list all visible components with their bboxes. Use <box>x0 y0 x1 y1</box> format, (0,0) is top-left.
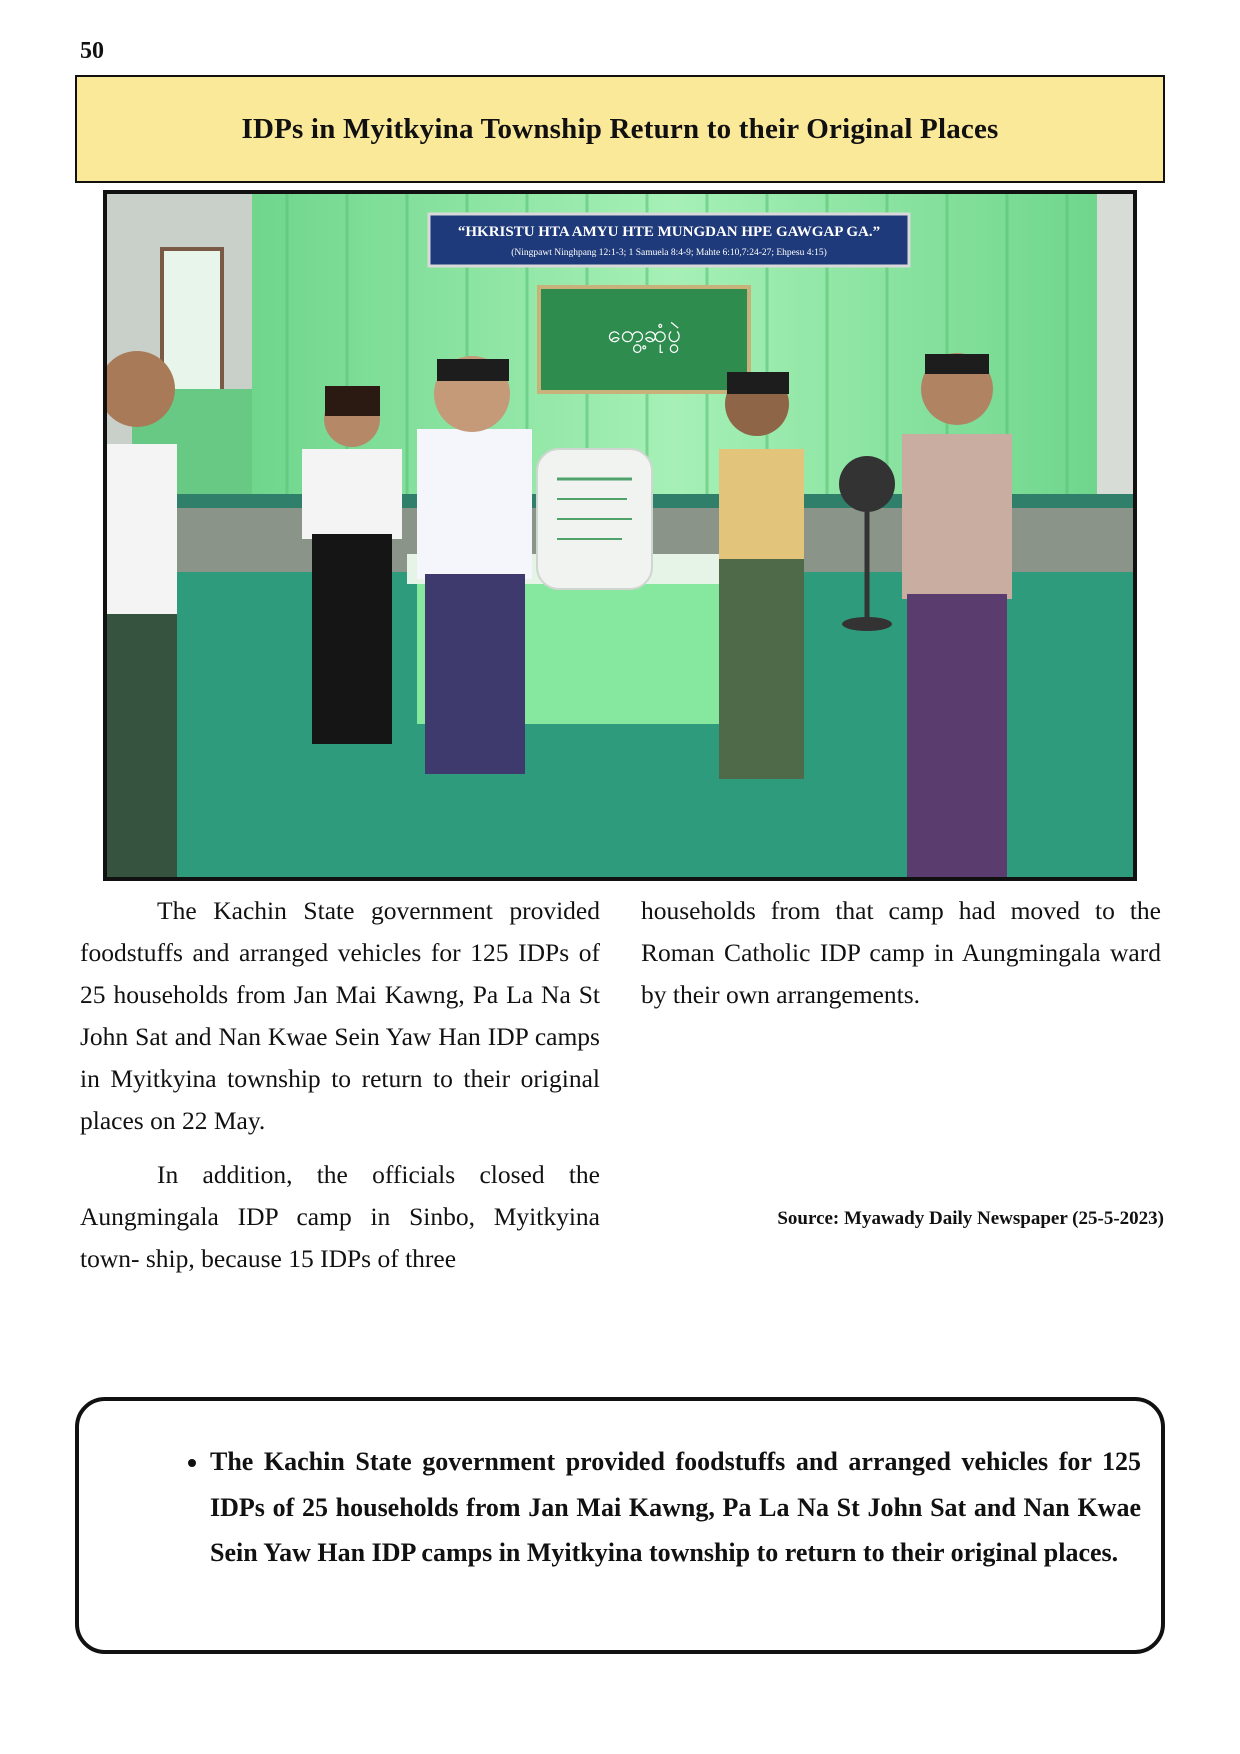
summary-box <box>75 1397 1165 1654</box>
page-title: IDPs in Myitkyina Township Return to their Original Places <box>241 112 999 145</box>
title-box <box>75 75 1165 183</box>
banner <box>429 214 909 266</box>
rice-bag <box>537 449 652 589</box>
event-photo <box>103 190 1137 881</box>
summary-bullet: • The Kachin State government provided foodstuffs and arranged vehicles for 125 IDPs of 25 households from Jan Mai Kawng, Pa La Na St John Sat and Nan Kwae Sein Yaw Han IDP camps in Myitkyina township to return to their original places. <box>210 1439 1141 1576</box>
article-paragraph-1: The Kachin State government provided foodstuffs and arranged vehicles for 125 IDPs of 25 households from Jan Mai Kawng, Pa La Na St John Sat and Nan Kwae Sein Yaw Han IDP camps in Myitkyina township to return to their original places on 22 May. <box>80 896 600 1135</box>
article-right-column <box>641 890 1161 1016</box>
article-left-column <box>80 890 600 1280</box>
photo-illustration <box>107 194 1133 877</box>
article-paragraph-2-continued: households from that camp had moved to the Roman Catholic IDP camp in Aungmingala ward by their own arrangements. <box>641 896 1161 1009</box>
banner-line1: “HKRISTU HTA AMYU HTE MUNGDAN HPE GAWGAP GA.” <box>457 224 881 240</box>
source-citation: Source: Myawady Daily Newspaper (25-5-2023) <box>777 1208 1164 1229</box>
sign-text: တွေ့ဆုံပွဲ <box>607 320 681 348</box>
summary-list <box>134 1439 1141 1576</box>
article-paragraph-2: In addition, the officials closed the Aungmingala IDP camp in Sinbo, Myitkyina town- ship, because 15 IDPs of three <box>80 1160 600 1273</box>
page-number: 50 <box>80 38 104 64</box>
banner-line2: (Ningpawt Ninghpang 12:1-3; 1 Samuela 8:4-9; Mahte 6:10,7:24-27; Ehpesu 4:15) <box>511 248 827 258</box>
